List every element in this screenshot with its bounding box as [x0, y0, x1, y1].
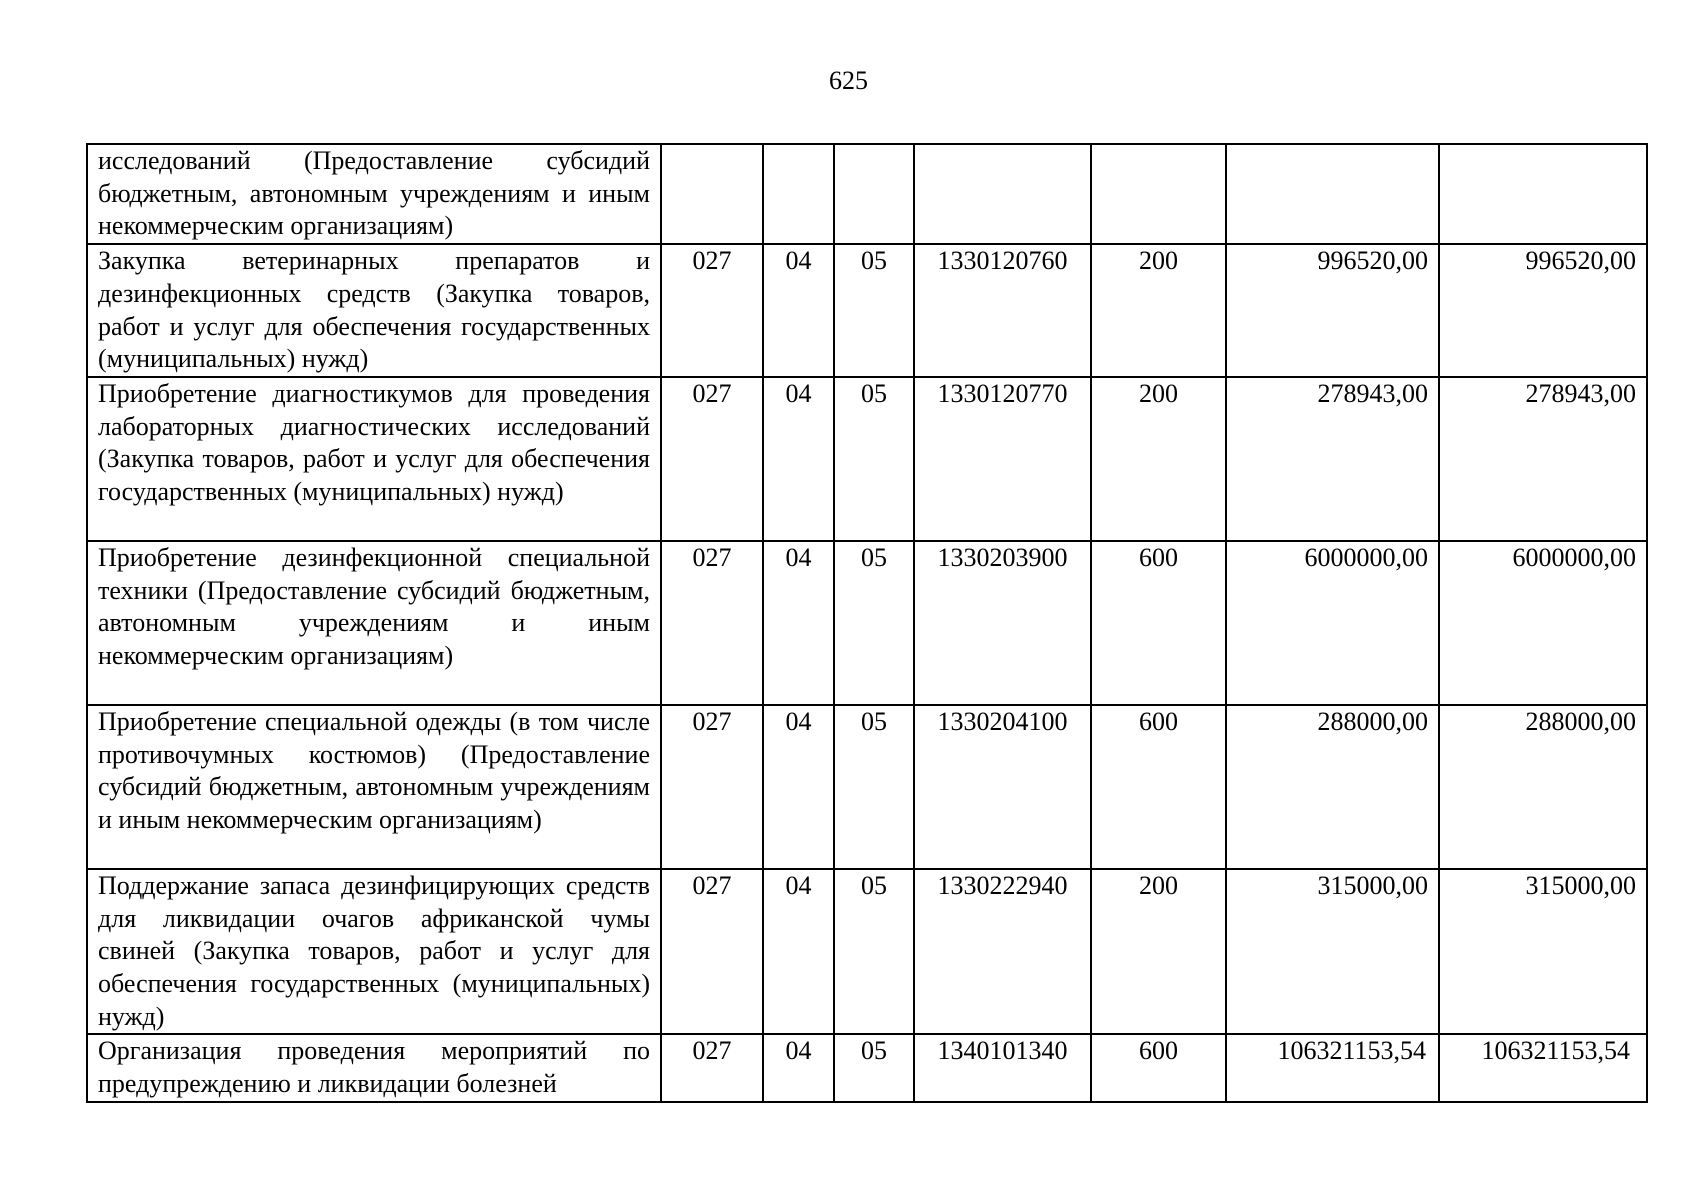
- ministry-code: 027: [661, 705, 763, 869]
- table-row: [87, 144, 1647, 244]
- target-article-code: 1330222940: [914, 869, 1091, 1035]
- target-article-code: 1330120760: [914, 244, 1091, 377]
- amount-1: 996520,00: [1226, 244, 1439, 377]
- ministry-code: 027: [661, 377, 763, 541]
- subsection-code: 05: [834, 377, 914, 541]
- row-description: Организация проведения мероприятий по предупреждению и ликвидации болезней: [87, 1034, 661, 1101]
- table-row: [87, 869, 1647, 1035]
- ministry-code: 027: [661, 869, 763, 1035]
- row-description: исследований (Предоставление субсидий бюджетным, автономным учреждениям и иным некоммерческим организациям): [87, 144, 661, 244]
- expense-type-code: 200: [1091, 244, 1226, 377]
- section-code: 04: [763, 377, 834, 541]
- expense-type-code: 200: [1091, 377, 1226, 541]
- amount-2: 315000,00: [1439, 869, 1647, 1035]
- section-code: [763, 144, 834, 244]
- expense-type-code: 600: [1091, 1034, 1226, 1101]
- subsection-code: 05: [834, 869, 914, 1035]
- row-description: Приобретение дезинфекционной специальной техники (Предоставление субсидий бюджетным, автономным учреждениям и иным некоммерческим организациям): [87, 541, 661, 705]
- budget-table: [86, 143, 1648, 1103]
- amount-2: 288000,00: [1439, 705, 1647, 869]
- expense-type-code: 200: [1091, 869, 1226, 1035]
- row-description: Поддержание запаса дезинфицирующих средств для ликвидации очагов африканской чумы свиней (Закупка товаров, работ и услуг для обеспечения государственных (муниципальных) нужд): [87, 869, 661, 1035]
- target-article-code: 1330204100: [914, 705, 1091, 869]
- amount-1: 288000,00: [1226, 705, 1439, 869]
- table-row: [87, 1034, 1647, 1101]
- section-code: 04: [763, 244, 834, 377]
- subsection-code: 05: [834, 244, 914, 377]
- amount-2: 996520,00: [1439, 244, 1647, 377]
- table-row: [87, 541, 1647, 705]
- amount-2: 6000000,00: [1439, 541, 1647, 705]
- ministry-code: 027: [661, 1034, 763, 1101]
- section-code: 04: [763, 1034, 834, 1101]
- page-number: 625: [829, 66, 868, 95]
- amount-1: 315000,00: [1226, 869, 1439, 1035]
- target-article-code: 1330120770: [914, 377, 1091, 541]
- section-code: 04: [763, 869, 834, 1035]
- section-code: 04: [763, 541, 834, 705]
- amount-1: 106321153,54: [1226, 1034, 1439, 1101]
- row-description: Закупка ветеринарных препаратов и дезинфекционных средств (Закупка товаров, работ и услуг для обеспечения государственных (муниципальных) нужд): [87, 244, 661, 377]
- subsection-code: 05: [834, 541, 914, 705]
- section-code: 04: [763, 705, 834, 869]
- amount-2: 278943,00: [1439, 377, 1647, 541]
- amount-1: [1226, 144, 1439, 244]
- expense-type-code: 600: [1091, 705, 1226, 869]
- subsection-code: [834, 144, 914, 244]
- ministry-code: 027: [661, 244, 763, 377]
- ministry-code: [661, 144, 763, 244]
- expense-type-code: 600: [1091, 541, 1226, 705]
- amount-1: 278943,00: [1226, 377, 1439, 541]
- target-article-code: [914, 144, 1091, 244]
- amount-1: 6000000,00: [1226, 541, 1439, 705]
- subsection-code: 05: [834, 1034, 914, 1101]
- row-description: Приобретение специальной одежды (в том числе противочумных костюмов) (Предоставление субсидий бюджетным, автономным учреждениям и иным некоммерческим организациям): [87, 705, 661, 869]
- target-article-code: 1330203900: [914, 541, 1091, 705]
- amount-2: [1439, 144, 1647, 244]
- ministry-code: 027: [661, 541, 763, 705]
- row-description: Приобретение диагностикумов для проведения лабораторных диагностических исследований (Закупка товаров, работ и услуг для обеспечения государственных (муниципальных) нужд): [87, 377, 661, 541]
- subsection-code: 05: [834, 705, 914, 869]
- amount-2: 106321153,54: [1439, 1034, 1647, 1101]
- table-row: [87, 377, 1647, 541]
- table-row: [87, 244, 1647, 377]
- target-article-code: 1340101340: [914, 1034, 1091, 1101]
- expense-type-code: [1091, 144, 1226, 244]
- table-row: [87, 705, 1647, 869]
